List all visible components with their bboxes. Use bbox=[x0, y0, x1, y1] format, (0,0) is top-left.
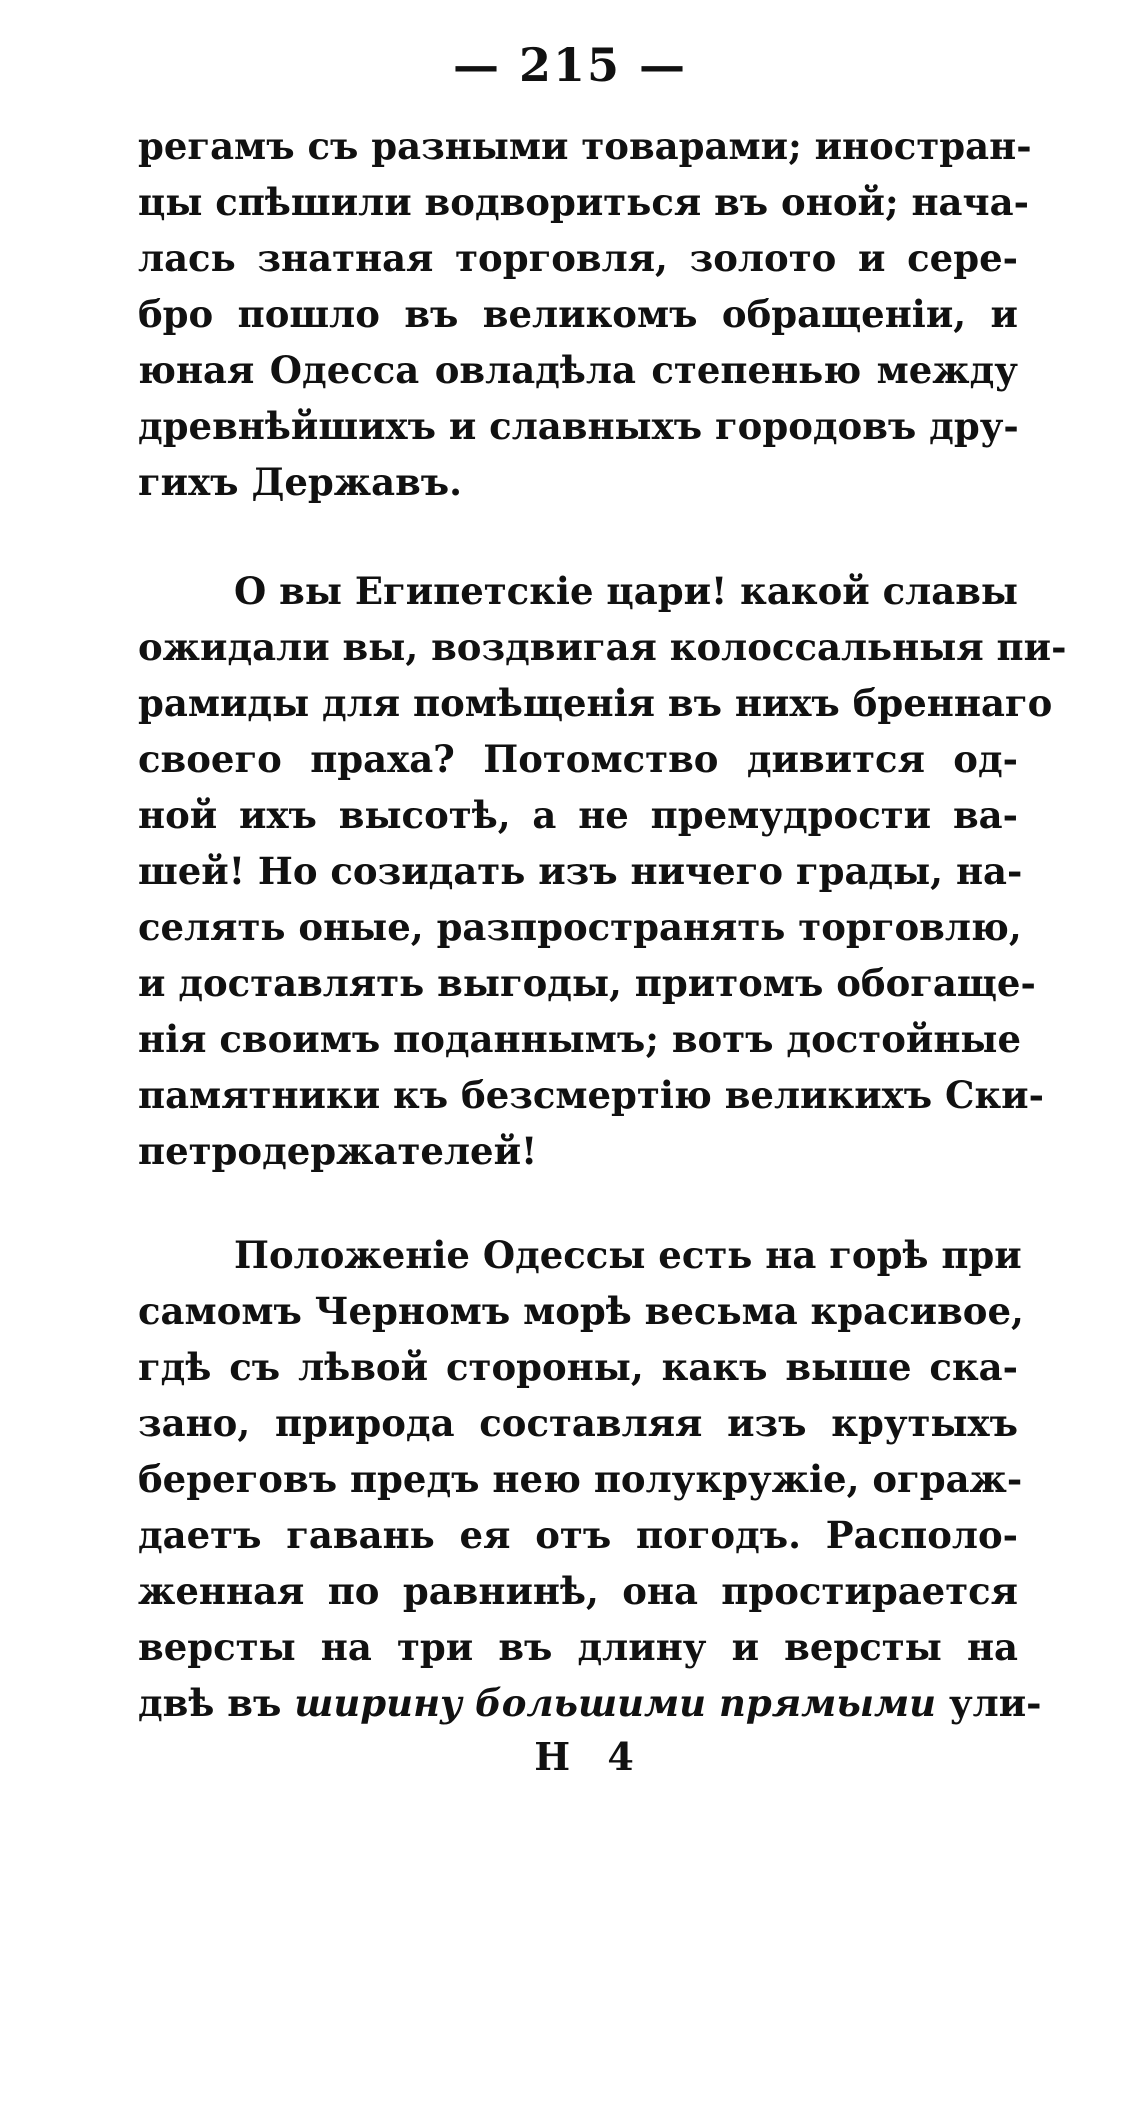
text-line: селять оные, разпространять торговлю, bbox=[138, 905, 1022, 949]
text-line-with-italic bbox=[138, 1675, 1042, 1731]
text-plain: двѣ въ bbox=[138, 1681, 295, 1725]
text-line: петродержателей! bbox=[138, 1129, 538, 1173]
text-line: ной ихъ высотѣ, а не премудрости ва- bbox=[138, 793, 1018, 837]
text-line: женная по равнинѣ, она простирается bbox=[138, 1569, 1018, 1613]
text-line: регамъ съ разными товарами; иностран- bbox=[138, 124, 1032, 168]
text-line: своего праха? Потомство дивится од- bbox=[138, 737, 1018, 781]
signature-mark: Н 4 bbox=[534, 1734, 646, 1779]
text-line: юная Одесса овладѣла степенью между bbox=[138, 348, 1018, 392]
page-number: — 215 — bbox=[452, 38, 688, 92]
text-line: береговъ предъ нею полукружіе, ограж- bbox=[138, 1457, 1023, 1501]
text-line: гихъ Державъ. bbox=[138, 460, 463, 504]
text-line: даетъ гавань ея отъ погодъ. Располо- bbox=[138, 1513, 1018, 1557]
text-line: и доставлять выгоды, притомъ обогаще- bbox=[138, 961, 1036, 1005]
text-line: шей! Но созидать изъ ничего грады, на- bbox=[138, 849, 1023, 893]
text-line: лась знатная торговля, золото и сере- bbox=[138, 236, 1018, 280]
paragraph-2 bbox=[138, 563, 1067, 1179]
text-line: Положеніе Одессы есть на горѣ при bbox=[234, 1233, 1022, 1277]
text-line: рамиды для помѣщенія въ нихъ бреннаго bbox=[138, 681, 1053, 725]
paragraph-3 bbox=[138, 1227, 1042, 1731]
text-line: гдѣ съ лѣвой стороны, какъ выше ска- bbox=[138, 1345, 1018, 1389]
text-line: самомъ Черномъ морѣ весьма красивое, bbox=[138, 1289, 1024, 1333]
text-line: О вы Египетскіе цари! какой славы bbox=[234, 569, 1018, 613]
text-line: цы спѣшили водвориться въ оной; нача- bbox=[138, 180, 1029, 224]
text-plain: ули- bbox=[936, 1681, 1042, 1725]
text-line: нія своимъ поданнымъ; вотъ достойные bbox=[138, 1017, 1022, 1061]
text-line: бро пошло въ великомъ обращеніи, и bbox=[138, 292, 1018, 336]
text-line: памятники къ безсмертію великихъ Ски- bbox=[138, 1073, 1044, 1117]
text-line: зано, природа составляя изъ крутыхъ bbox=[138, 1401, 1018, 1445]
text-line: версты на три въ длину и версты на bbox=[138, 1625, 1018, 1669]
text-italic: ширину большими прямыми bbox=[294, 1681, 937, 1725]
paragraph-1 bbox=[138, 118, 1032, 510]
text-line: древнѣйшихъ и славныхъ городовъ дру- bbox=[138, 404, 1019, 448]
text-line: ожидали вы, воздвигая колоссальныя пи- bbox=[138, 625, 1067, 669]
